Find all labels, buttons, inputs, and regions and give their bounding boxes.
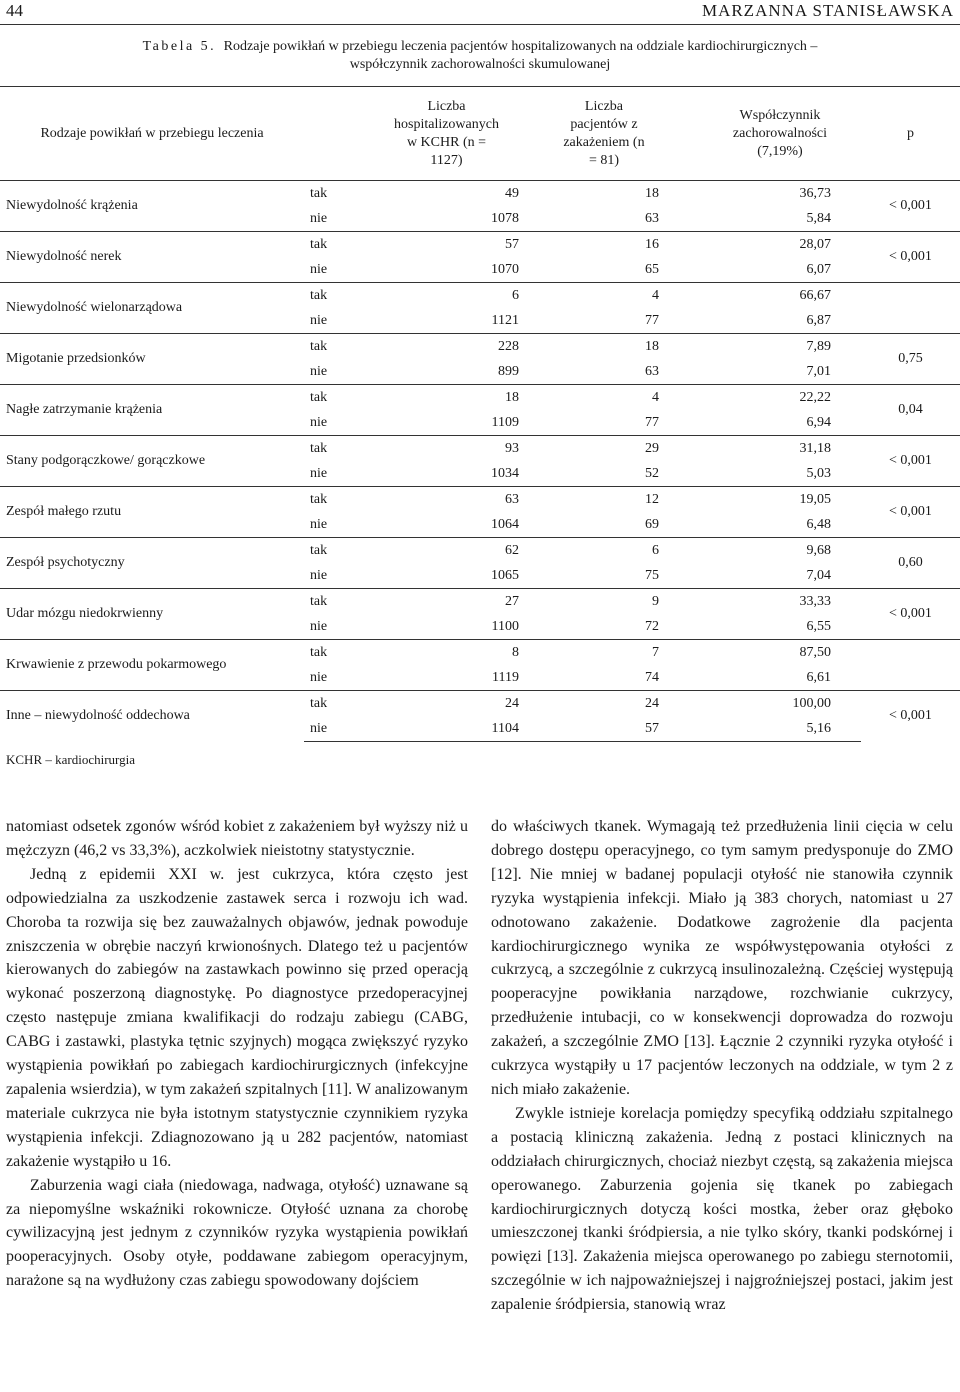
- infected-cell: 4: [519, 385, 659, 411]
- paragraph: natomiast odsetek zgonów wśród kobiet z zakażeniem był wyższy niż u mężczyzn (46,2 vs 33,3%), aczkolwiek nieistotny statystycznie.: [6, 818, 468, 859]
- rate-cell: 7,89: [659, 334, 831, 360]
- paragraph: Jedną z epidemii XXI w. jest cukrzyca, która często jest odpowiedzialna za uszkodzenie zastawek serca i rozwoju ich wad. Choroba ta rozwija się bez zauważalnych objawów, jednak powoduje zniszczenia w obrębie naczyń krwionośnych. Dlatego też u pacjentów kierowanych do zabiegów na zastawkach powinno się przed operacją wykonać poszerzoną diagnostykę. Po diagnostyce przedoperacyjnej często następuje zmiana kwalifikacji do rodzaju zabiegu (CABG, CABG i zastawki, plastyka tętnic szyjnych) mogąca zwiększyć ryzyko wystąpienia powikłań po zabiegach kardiochirurgicznych (infekcyjne zapalenia wsierdzia), w tym zakażeń szpitalnych [11]. W analizowanym materiale cukrzyca nie była istotnym statystycznie czynnikiem ryzyka wystąpienia infekcji. Zdiagnozowano ją u 282 pacjentów, natomiast zakażenie wystąpiło u 16.: [6, 865, 468, 1170]
- spacer-cell: [831, 691, 861, 717]
- complication-name: Zespół psychotyczny: [0, 538, 304, 589]
- table-row: [0, 283, 960, 309]
- answer-cell: tak: [304, 334, 373, 360]
- answer-cell: nie: [310, 312, 328, 328]
- infected-cell: 52: [644, 465, 659, 481]
- hospitalized-cell: 57: [373, 232, 519, 258]
- rate-cell: 6,61: [806, 669, 831, 685]
- infected-cell: 74: [644, 669, 659, 685]
- spacer-cell: [831, 538, 861, 564]
- rate-cell: 66,67: [659, 283, 831, 309]
- infected-cell: 7: [519, 640, 659, 666]
- rate-cell: 22,22: [659, 385, 831, 411]
- rate-cell: 6,94: [806, 414, 831, 430]
- answer-cell: tak: [304, 436, 373, 462]
- complication-name: Krwawienie z przewodu pokarmowego: [0, 640, 304, 691]
- hospitalized-cell: 1078: [490, 210, 519, 226]
- infected-cell: 24: [519, 691, 659, 717]
- hospitalized-cell: 93: [373, 436, 519, 462]
- rate-cell: 19,05: [659, 487, 831, 513]
- infected-cell: 12: [519, 487, 659, 513]
- p-value-cell: < 0,001: [861, 589, 960, 640]
- p-value-cell: < 0,001: [861, 232, 960, 283]
- spacer-cell: [831, 334, 861, 360]
- table-subtitle: współczynnik zachorowalności skumulowanej: [349, 57, 611, 72]
- infected-cell: 77: [644, 312, 659, 328]
- spacer-cell: [831, 436, 861, 462]
- header-hospitalized-count: Liczba hospitalizowanych w KCHR (n = 1127): [304, 87, 519, 181]
- infected-cell: 9: [519, 589, 659, 615]
- complication-name: Niewydolność wielonarządowa: [0, 283, 304, 334]
- paragraph: Zaburzenia wagi ciała (niedowaga, nadwaga, otyłość) uznawane są za niepomyślne wskaźniki rokownicze. Otyłość uznana za chorobę cywilizacyjną jest jednym z czynników ryzyka wystąpienia powikłań pooperacyjnych. Osoby otyłe, poddawane zabiegom operacyjnym, narażone są na wydłużony czas zabiegu spowodowany dojściem: [6, 1176, 468, 1290]
- rate-cell: 5,16: [659, 716, 831, 742]
- answer-cell: tak: [310, 185, 328, 201]
- complications-table: [0, 86, 960, 742]
- header-morbidity-rate: Współczynnik zachorowalności (7,19%): [659, 87, 861, 181]
- spacer-cell: [831, 410, 861, 436]
- spacer-cell: [831, 563, 861, 589]
- p-value-cell: [861, 283, 960, 334]
- infected-cell: 18: [644, 185, 659, 201]
- rate-cell: 9,68: [659, 538, 831, 564]
- body-column-right: [491, 815, 953, 1317]
- table-row: [0, 640, 960, 666]
- page-number: 44: [6, 1, 23, 20]
- infected-cell: 72: [644, 618, 659, 634]
- hospitalized-cell: 1104: [373, 716, 519, 742]
- spacer-cell: [831, 461, 861, 487]
- p-value-cell: 0,04: [861, 385, 960, 436]
- hospitalized-cell: 1100: [491, 618, 519, 634]
- infected-cell: 63: [644, 210, 659, 226]
- table-footnote: KCHR – kardiochirurgia: [6, 752, 136, 767]
- hospitalized-cell: 1065: [490, 567, 519, 583]
- p-value-cell: < 0,001: [889, 198, 932, 213]
- table-row: [0, 691, 960, 717]
- hospitalized-cell: 1070: [490, 261, 519, 277]
- table-row: [0, 334, 960, 360]
- table-row: [0, 181, 960, 207]
- spacer-cell: [831, 257, 861, 283]
- answer-cell: nie: [310, 669, 328, 685]
- hospitalized-cell: 62: [373, 538, 519, 564]
- answer-cell: nie: [310, 363, 328, 379]
- hospitalized-cell: 1064: [490, 516, 519, 532]
- hospitalized-cell: 899: [497, 363, 519, 379]
- spacer-cell: [831, 665, 861, 691]
- hospitalized-cell: 18: [373, 385, 519, 411]
- hospitalized-cell: 63: [373, 487, 519, 513]
- answer-cell: tak: [304, 640, 373, 666]
- table-body: [0, 181, 960, 742]
- answer-cell: tak: [304, 538, 373, 564]
- rate-cell: 6,48: [806, 516, 831, 532]
- answer-cell: nie: [310, 210, 328, 226]
- answer-cell: tak: [304, 589, 373, 615]
- paragraph: do właściwych tkanek. Wymagają też przedłużenia linii cięcia w celu dobrego dostępu operacyjnego, co tym samym predysponuje do ZMO [12]. Nie mniej w badanej populacji otyłość nie stanowiła czynnik ryzyka wystąpienia infekcji. Miało ją 383 chorych, natomiast u 27 odnotowano zakażenie. Dodatkowe zagrożenie dla pacjenta kardiochirurgicznego wynika ze współwystępowania otyłości z cukrzycą, a szczególnie z cukrzycą insulinozależną. Częściej występują pooperacyjne powikłania narządowe, rozchwianie cukrzycy, przedłużenie intubacji, co w konsekwencji doprowadza do rozwoju zakażeń, a szczególnie ZMO [13]. Łącznie 2 czynniki ryzyka otyłość i cukrzyca wystąpiły u 17 pacjentów leczonych na oddziale, w tym 2 z nich miało zakażenie.: [491, 818, 953, 1098]
- rate-cell: 6,07: [806, 261, 831, 277]
- complication-name: Stany podgorączkowe/ gorączkowe: [0, 436, 304, 487]
- infected-cell: 16: [519, 232, 659, 258]
- answer-cell: nie: [310, 261, 328, 277]
- complication-name: Nagłe zatrzymanie krążenia: [0, 385, 304, 436]
- table-row: [0, 487, 960, 513]
- spacer-cell: [831, 640, 861, 666]
- paragraph: Zwykle istnieje korelacja pomiędzy specyfiką oddziału szpitalnego a postacią kliniczną zakażenia. Jedną z postaci klinicznych na oddziałach chirurgicznych, chociaż niezbyt częstą, są zakażenia miejsca operowanego. Zaburzenia gojenia się tkanek po zabiegach kardiochirurgicznych dotyczą kości mostka, żeber oraz głęboko umieszczonej tkanki śródpiersia, a nie tylko skóry, tkanki podskórnej i powięzi [13]. Zakażenia miejsca operowanego po zabiegu sternotomii, szczególnie w ich najpoważniejszej i najgroźniejszej postaci, jakim jest zapalenie śródpiersia, stanowią wraz: [491, 1104, 953, 1314]
- running-head-author: MARZANNA STANISŁAWSKA: [701, 1, 954, 20]
- infected-cell: 57: [519, 716, 659, 742]
- table-caption: [0, 38, 960, 74]
- answer-cell: tak: [304, 232, 373, 258]
- table-row: [0, 589, 960, 615]
- spacer-cell: [831, 308, 861, 334]
- spacer-cell: [831, 385, 861, 411]
- spacer-cell: [831, 512, 861, 538]
- spacer-cell: [831, 232, 861, 258]
- spacer-cell: [831, 614, 861, 640]
- complication-name: Zespół małego rzutu: [0, 487, 304, 538]
- infected-cell: 6: [519, 538, 659, 564]
- hospitalized-cell: 1034: [490, 465, 519, 481]
- p-value-cell: < 0,001: [861, 436, 960, 487]
- rate-cell: 6,87: [806, 312, 831, 328]
- hospitalized-cell: 1119: [492, 669, 519, 685]
- infected-cell: 29: [519, 436, 659, 462]
- table-row: [0, 538, 960, 564]
- body-column-left: [6, 815, 468, 1293]
- hospitalized-cell: 1109: [491, 414, 519, 430]
- infected-cell: 65: [644, 261, 659, 277]
- complication-name: Niewydolność nerek: [0, 232, 304, 283]
- rate-cell: 31,18: [659, 436, 831, 462]
- rate-cell: 7,01: [806, 363, 831, 379]
- hospitalized-cell: 27: [373, 589, 519, 615]
- spacer-cell: [831, 283, 861, 309]
- infected-cell: 77: [644, 414, 659, 430]
- rate-cell: 28,07: [659, 232, 831, 258]
- rate-cell: 36,73: [799, 185, 831, 201]
- rate-cell: 5,03: [806, 465, 831, 481]
- rate-cell: 87,50: [659, 640, 831, 666]
- hospitalized-cell: 24: [373, 691, 519, 717]
- complication-name: Migotanie przedsionków: [0, 334, 304, 385]
- table-header-row: [0, 87, 960, 181]
- answer-cell: nie: [310, 414, 328, 430]
- answer-cell: nie: [310, 567, 328, 583]
- table-row: [0, 232, 960, 258]
- rate-cell: 6,55: [806, 618, 831, 634]
- answer-cell: tak: [304, 385, 373, 411]
- header-rule: [0, 24, 960, 25]
- infected-cell: 18: [519, 334, 659, 360]
- spacer-cell: [831, 181, 861, 207]
- spacer-cell: [831, 206, 861, 232]
- table-label: Tabela 5.: [142, 39, 217, 54]
- answer-cell: nie: [310, 516, 328, 532]
- p-value-cell: 0,75: [861, 334, 960, 385]
- page-header: [0, 0, 960, 22]
- infected-cell: 63: [644, 363, 659, 379]
- p-value-cell: < 0,001: [861, 487, 960, 538]
- spacer-cell: [831, 589, 861, 615]
- hospitalized-cell: 228: [373, 334, 519, 360]
- infected-cell: 75: [644, 567, 659, 583]
- rate-cell: 7,04: [806, 567, 831, 583]
- complication-name: Inne – niewydolność oddechowa: [0, 691, 304, 742]
- spacer-cell: [831, 716, 861, 742]
- header-p-value: p: [861, 87, 960, 181]
- complication-name: Niewydolność krążenia: [6, 198, 138, 213]
- hospitalized-cell: 1121: [491, 312, 519, 328]
- infected-cell: 69: [644, 516, 659, 532]
- hospitalized-cell: 6: [373, 283, 519, 309]
- spacer-cell: [831, 487, 861, 513]
- table-title: Rodzaje powikłań w przebiegu leczenia pacjentów hospitalizowanych na oddziale kardiochirurgicznych –: [223, 39, 818, 54]
- rate-cell: 5,84: [806, 210, 831, 226]
- answer-cell: tak: [304, 283, 373, 309]
- answer-cell: nie: [310, 465, 328, 481]
- header-complication-type: Rodzaje powikłań w przebiegu leczenia: [0, 87, 304, 181]
- hospitalized-cell: 8: [373, 640, 519, 666]
- hospitalized-cell: 49: [504, 185, 519, 201]
- table-row: [0, 385, 960, 411]
- answer-cell: tak: [304, 691, 373, 717]
- spacer-cell: [831, 359, 861, 385]
- header-infected-count: Liczba pacjentów z zakażeniem (n = 81): [519, 87, 659, 181]
- answer-cell: tak: [304, 487, 373, 513]
- answer-cell: nie: [310, 618, 328, 634]
- p-value-cell: < 0,001: [861, 691, 960, 742]
- complication-name: Udar mózgu niedokrwienny: [0, 589, 304, 640]
- infected-cell: 4: [519, 283, 659, 309]
- rate-cell: 33,33: [659, 589, 831, 615]
- answer-cell: nie: [304, 716, 373, 742]
- p-value-cell: [861, 640, 960, 691]
- rate-cell: 100,00: [659, 691, 831, 717]
- table-row: [0, 436, 960, 462]
- p-value-cell: 0,60: [861, 538, 960, 589]
